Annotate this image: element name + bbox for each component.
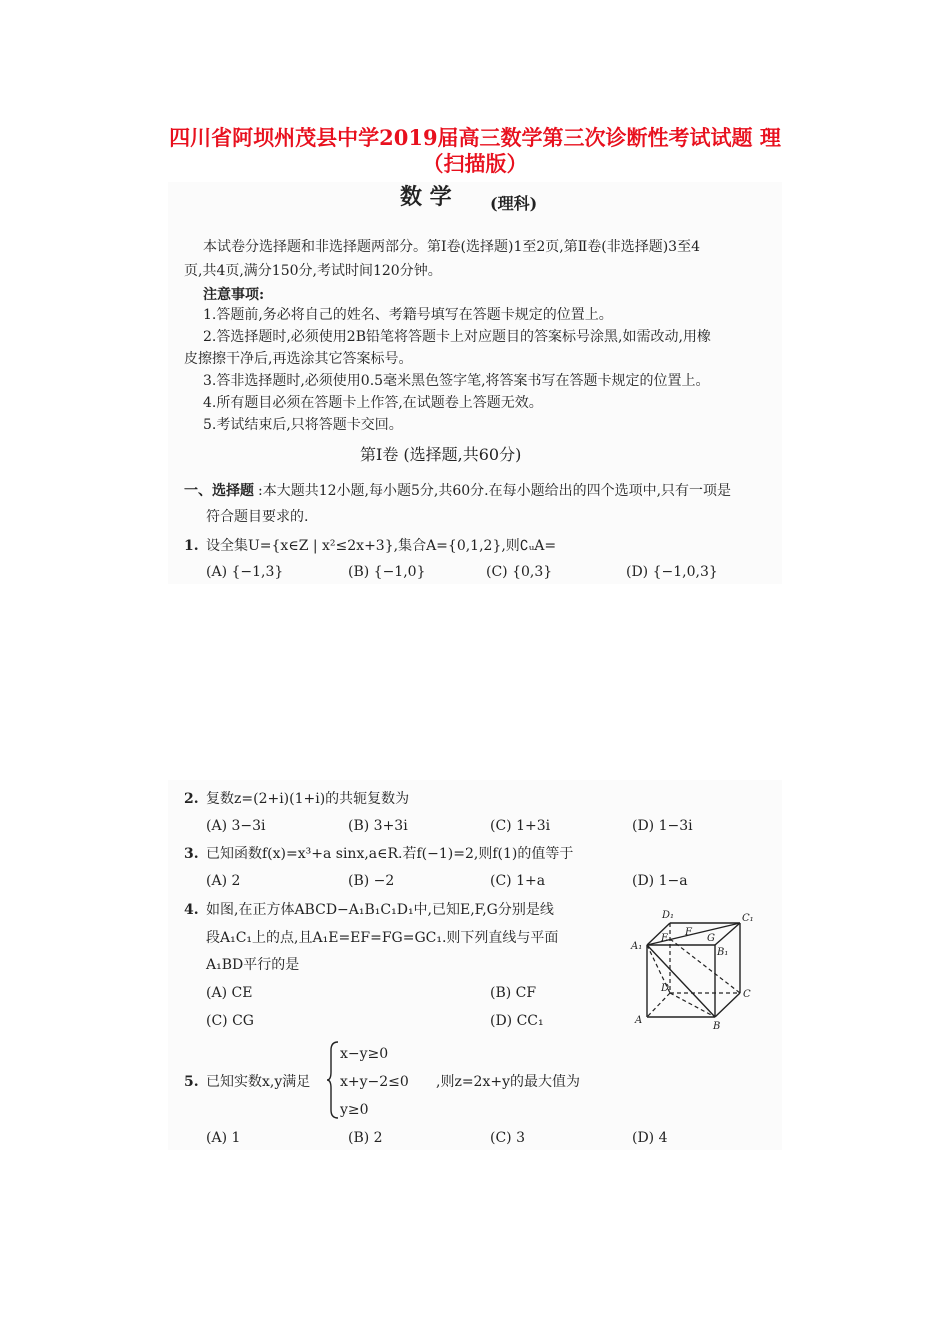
option-d: (D) 1−3i [632,818,693,834]
intro-line-1: 本试卷分选择题和非选择题两部分。第Ⅰ卷(选择题)1至2页,第Ⅱ卷(非选择题)3至4 [203,239,700,255]
option-c: (C) 3 [490,1130,525,1146]
question-stem: 已知函数f(x)=x³+a sinx,a∈R.若f(−1)=2,则f(1)的值等于 [206,846,574,862]
option-b: (B) CF [490,985,537,1001]
option-a: (A) 1 [206,1130,241,1146]
option-d: (D) {−1,0,3} [626,564,718,580]
cube-label: A₁ [631,941,643,952]
question-stem: 复数z=(2+i)(1+i)的共轭复数为 [206,791,410,807]
option-a: (A) 3−3i [206,818,266,834]
intro-line-2: 页,共4页,满分150分,考试时间120分钟。 [184,263,442,279]
cube-label: A [635,1015,643,1026]
cube-figure [625,905,765,1030]
condition-2: x+y−2≤0 [340,1074,409,1090]
section-heading: 第Ⅰ卷 (选择题,共60分) [360,445,522,464]
option-c: (C) CG [206,1013,254,1029]
condition-1: x−y≥0 [340,1046,389,1062]
part-text-line-1: :本大题共12小题,每小题5分,共60分.在每小题给出的四个选项中,只有一项是 [258,483,732,499]
subject-note: (理科) [490,194,538,213]
cube-label: F [685,927,692,938]
part-text-line-2: 符合题目要求的. [206,509,309,525]
question-number: 3. [184,846,199,862]
cube-label: D [661,983,670,994]
notice-item: 1.答题前,务必将自己的姓名、考籍号填写在答题卡规定的位置上。 [203,307,613,323]
option-d: (D) 4 [632,1130,668,1146]
question-number: 4. [184,902,199,918]
notice-item: 皮擦擦干净后,再选涂其它答案标号。 [184,351,413,367]
notice-item: 5.考试结束后,只将答题卡交回。 [203,417,403,433]
option-b: (B) −2 [348,873,395,889]
notice-title: 注意事项: [203,287,265,303]
notice-item: 4.所有题目必须在答题卡上作答,在试题卷上答题无效。 [203,395,543,411]
question-number: 1. [184,538,199,554]
condition-3: y≥0 [340,1102,369,1118]
system-brace [326,1040,340,1120]
option-a: (A) CE [206,985,253,1001]
question-stem-line: 段A₁C₁上的点,且A₁E=EF=FG=GC₁.则下列直线与平面 [206,930,559,946]
cube-label: B [713,1021,721,1030]
question-stem-suffix: ,则z=2x+y的最大值为 [436,1074,580,1090]
option-a: (A) 2 [206,873,241,889]
cube-label: D₁ [662,910,675,921]
document-title-suffix: （扫描版） [422,151,528,176]
question-number: 2. [184,791,199,807]
cube-label: C [743,989,751,1000]
cube-label: G [707,933,715,944]
option-c: (C) 1+a [490,873,546,889]
option-c: (C) {0,3} [486,564,553,580]
option-c: (C) 1+3i [490,818,551,834]
cube-label: B₁ [717,947,729,958]
option-d: (D) 1−a [632,873,688,889]
question-stem-line: A₁BD平行的是 [206,957,300,973]
question-stem: 设全集U={x∈Z | x²≤2x+3},集合A={0,1,2},则∁ᵤA= [206,538,557,554]
option-b: (B) {−1,0} [348,564,426,580]
notice-item: 3.答非选择题时,必须使用0.5毫米黑色签字笔,将答案书写在答题卡规定的位置上。 [203,373,710,389]
question-stem-line: 如图,在正方体ABCD−A₁B₁C₁D₁中,已知E,F,G分别是线 [206,902,554,918]
option-b: (B) 2 [348,1130,383,1146]
cube-label: E [661,933,669,944]
option-d: (D) CC₁ [490,1013,544,1029]
cube-label: C₁ [742,913,754,924]
option-a: (A) {−1,3} [206,564,284,580]
question-stem-prefix: 已知实数x,y满足 [206,1074,311,1090]
question-number: 5. [184,1074,199,1090]
option-b: (B) 3+3i [348,818,408,834]
document-title: 四川省阿坝州茂县中学2019届高三数学第三次诊断性考试试题 理 [169,125,781,150]
notice-item: 2.答选择题时,必须使用2B铅笔将答题卡上对应题目的答案标号涂黑,如需改动,用橡 [203,329,711,345]
subject-heading: 数 学 [400,184,452,210]
part-label: 一、选择题 [184,483,254,499]
